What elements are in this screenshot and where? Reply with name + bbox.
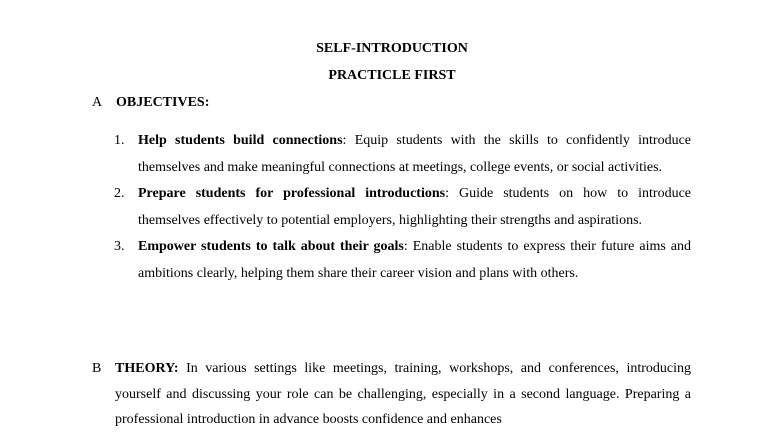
section-b <box>92 356 691 433</box>
list-item-bold-lead: Help students build connections <box>138 133 343 148</box>
section-a-letter: A <box>92 95 103 110</box>
objectives-list <box>114 128 691 288</box>
document-subtitle: PRACTICLE FIRST <box>328 68 456 83</box>
section-a-label: OBJECTIVES: <box>116 95 210 110</box>
list-item-text: : Guide students on how to introduce themselves effectively to potential employers, highlighting their strengths and aspirations. <box>138 186 691 228</box>
section-b-label: THEORY: <box>115 361 179 376</box>
section-a-heading <box>92 95 209 111</box>
list-item-bold-lead: Prepare students for professional introductions <box>138 186 446 202</box>
list-item-bold-lead: Empower students to talk about their goals <box>138 239 404 255</box>
section-b-text: In various settings like meetings, training, workshops, and conferences, introducing yourself and discussing your role can be challenging, especially in a second language. Preparing a professional introduction in advance boosts confidence and enhances <box>115 361 691 427</box>
list-item-number: 2. <box>114 186 125 202</box>
document-title: SELF-INTRODUCTION <box>316 41 468 56</box>
list-item <box>114 181 691 234</box>
section-b-letter: B <box>92 361 102 376</box>
list-item-text: : Equip students with the skills to confidently introduce themselves and make meaningful connections at meetings, college events, or social activities. <box>138 133 691 175</box>
list-item <box>114 128 691 181</box>
list-item-text: : Enable students to express their future aims and ambitions clearly, helping them share their career vision and plans with others. <box>138 239 691 281</box>
list-item-number: 1. <box>114 133 125 148</box>
list-item-number: 3. <box>114 239 125 255</box>
list-item <box>114 234 691 287</box>
section-b-paragraph <box>115 356 691 433</box>
